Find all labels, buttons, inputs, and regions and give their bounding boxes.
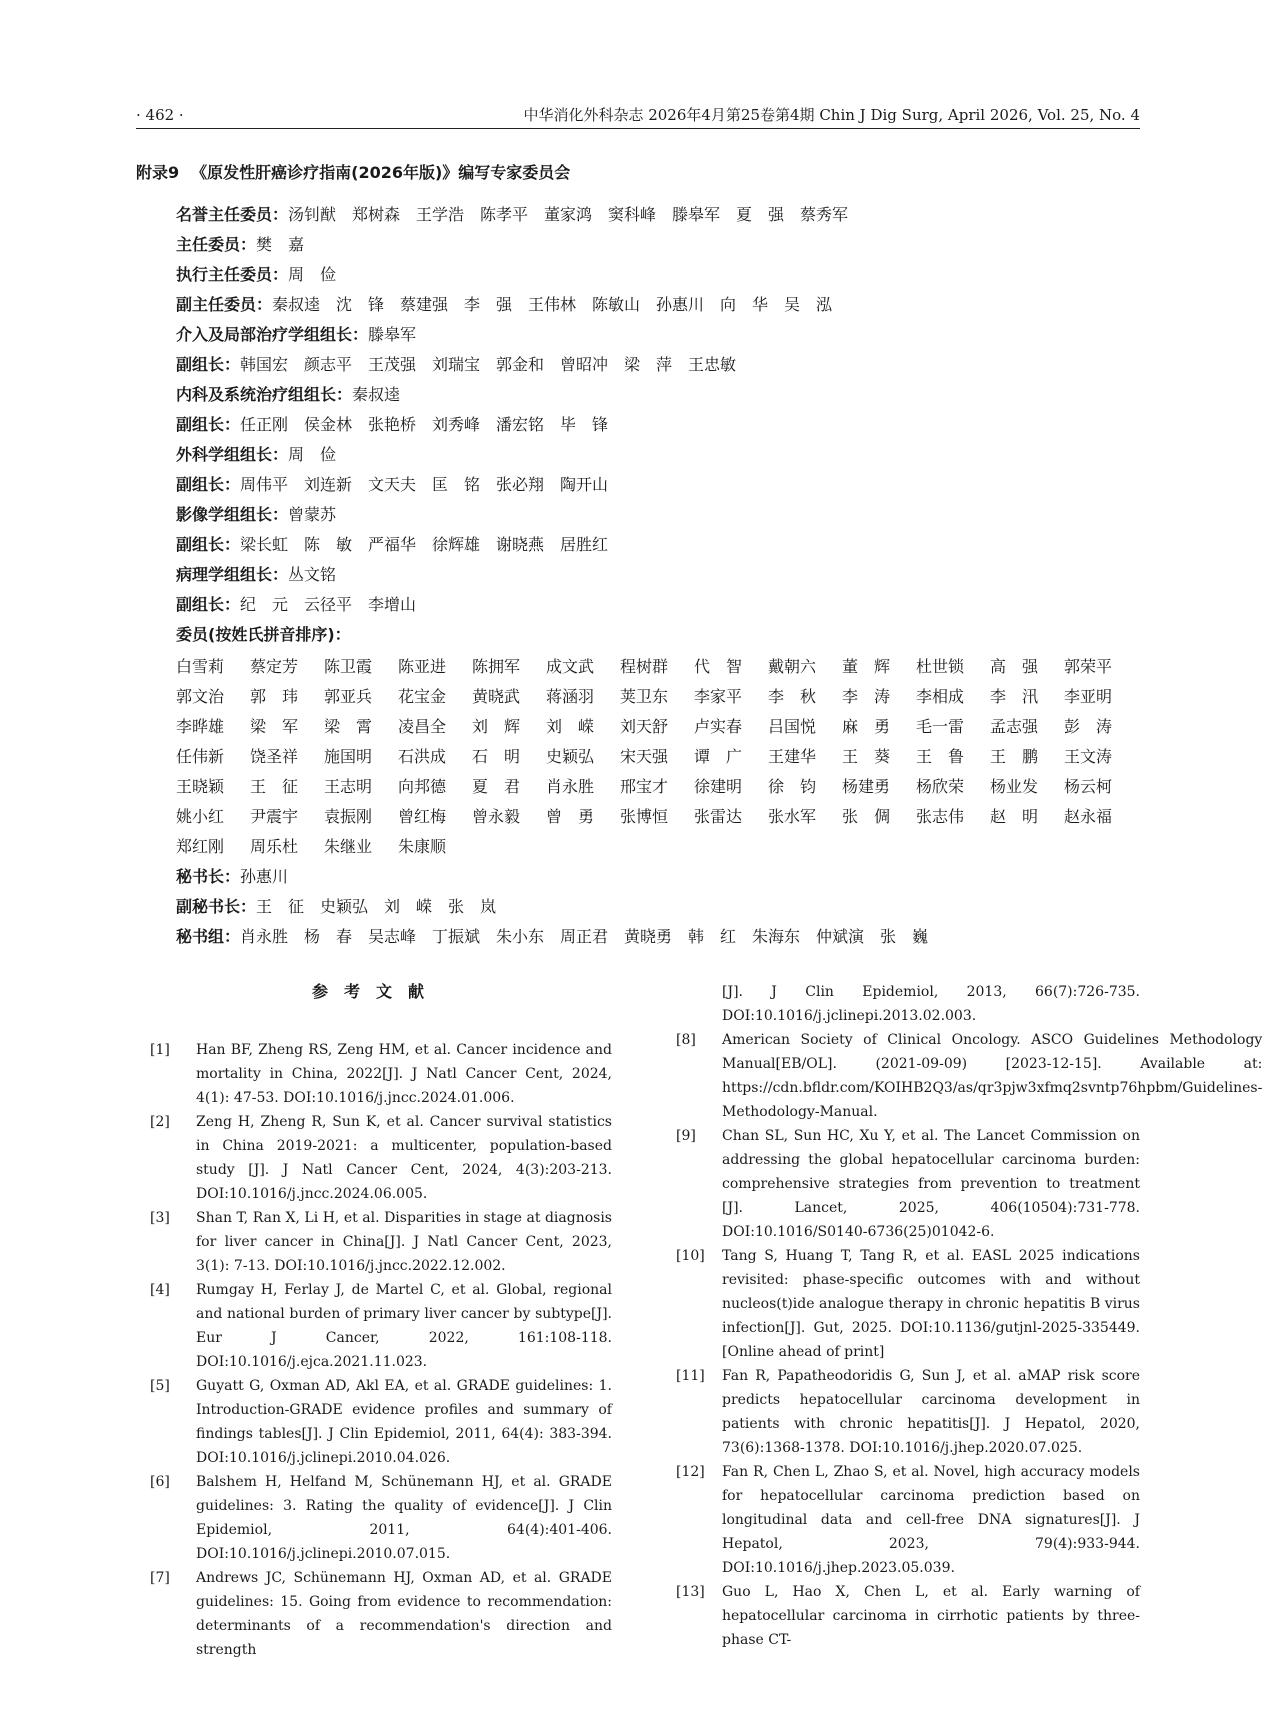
- member-row: [176, 832, 1146, 862]
- reference-text: Andrews JC, Schünemann HJ, Oxman AD, et al. GRADE guidelines: 15. Going from evidence to recommendation: determinants of a recommendation's direction and strength: [196, 1570, 612, 1658]
- member-grid: [176, 652, 1146, 862]
- reference-number: [5]: [150, 1378, 170, 1394]
- role-names: 周 俭: [288, 445, 337, 464]
- reference-text: Han BF, Zheng RS, Zeng HM, et al. Cancer incidence and mortality in China, 2022[J]. J Natl Cancer Cent, 2024, 4(1): 47-53. DOI:10.1016/j.jncc.2024.01.006.: [196, 1042, 612, 1106]
- member-name: 郭荣平: [1064, 657, 1113, 676]
- role-names: 梁长虹 陈 敏 严福华 徐辉雄 谢晓燕 居胜红: [240, 535, 609, 554]
- role-label: 副组长：: [176, 535, 241, 554]
- member-name: 曾 勇: [546, 807, 595, 826]
- member-name: 吕国悦: [768, 717, 817, 736]
- member-name: 肖永胜: [546, 777, 595, 796]
- member-name: 杨欣荣: [916, 777, 965, 796]
- committee-role-row: [176, 380, 1146, 410]
- member-row: [176, 652, 1146, 682]
- member-name: 高 强: [990, 657, 1039, 676]
- member-name: 郭文治: [176, 687, 225, 706]
- reference-text: Fan R, Chen L, Zhao S, et al. Novel, high accuracy models for hepatocellular carcinoma prediction based on longitudinal data and cell-free DNA signatures[J]. J Hepatol, 2023, 79(4):933-944. DOI:10.1016/j.jhep.2023.05.039.: [722, 1464, 1140, 1576]
- reference-item: [676, 1244, 1140, 1364]
- member-name: 谭 广: [694, 747, 743, 766]
- member-name: 董 辉: [842, 657, 891, 676]
- journal-citation: 中华消化外科杂志 2026年4月第25卷第4期 Chin J Dig Surg, April 2026, Vol. 25, No. 4: [523, 106, 1140, 124]
- member-name: 王文涛: [1064, 747, 1113, 766]
- references-left-column: [150, 1038, 612, 1662]
- member-name: 陈拥军: [472, 657, 521, 676]
- member-name: 毛一雷: [916, 717, 965, 736]
- role-names: 周 俭: [288, 265, 337, 284]
- member-name: 石 明: [472, 747, 521, 766]
- member-name: 王 征: [250, 777, 299, 796]
- member-name: 梁 霄: [324, 717, 373, 736]
- member-name: 王 葵: [842, 747, 891, 766]
- running-header: [136, 104, 1140, 129]
- member-name: 戴朝六: [768, 657, 817, 676]
- reference-number: [8]: [676, 1032, 696, 1048]
- member-name: 花宝金: [398, 687, 447, 706]
- member-name: 饶圣祥: [250, 747, 299, 766]
- reference-item: [150, 1206, 612, 1278]
- role-label: 委员(按姓氏拼音排序)：: [176, 625, 351, 644]
- member-name: 张志伟: [916, 807, 965, 826]
- member-name: 杜世锁: [916, 657, 965, 676]
- committee-role-row: [176, 440, 1146, 470]
- role-names: 纪 元 云径平 李增山: [240, 595, 417, 614]
- member-name: 刘 辉: [472, 717, 521, 736]
- member-row: [176, 802, 1146, 832]
- member-name: 李 涛: [842, 687, 891, 706]
- member-name: 陈亚进: [398, 657, 447, 676]
- member-row: [176, 712, 1146, 742]
- member-name: 杨云柯: [1064, 777, 1113, 796]
- role-label: 副主任委员：: [176, 295, 273, 314]
- member-name: 卢实春: [694, 717, 743, 736]
- reference-text: Tang S, Huang T, Tang R, et al. EASL 2025 indications revisited: phase-specific outcomes with and without nucleos(t)ide analogue therapy in chronic hepatitis B virus infection[J]. Gut, 2025. DOI:10.1136/gutjnl-2025-335449. [Online ahead of print]: [722, 1248, 1140, 1360]
- member-name: 史颖弘: [546, 747, 595, 766]
- references-heading: 参考文献: [311, 982, 440, 1001]
- member-name: 郑红刚: [176, 837, 225, 856]
- member-name: 刘 嵘: [546, 717, 595, 736]
- reference-item: [676, 1460, 1140, 1580]
- member-name: 张水军: [768, 807, 817, 826]
- member-name: 李家平: [694, 687, 743, 706]
- member-name: 王晓颖: [176, 777, 225, 796]
- reference-number: [6]: [150, 1474, 170, 1490]
- reference-number: [13]: [676, 1584, 705, 1600]
- committee-role-row: [176, 620, 1146, 650]
- reference-text: Chan SL, Sun HC, Xu Y, et al. The Lancet Commission on addressing the global hepatocellular carcinoma burden: comprehensive strategies from prevention to treatment [J]. Lancet, 2025, 406(10504):731-778. DOI:10.1016/S0140-6736(25)01042-6.: [722, 1128, 1140, 1240]
- role-names: 周伟平 刘连新 文天夫 匡 铭 张必翔 陶开山: [240, 475, 609, 494]
- member-name: 曾永毅: [472, 807, 521, 826]
- committee-role-row: [176, 892, 1146, 922]
- reference-text: Shan T, Ran X, Li H, et al. Disparities in stage at diagnosis for liver cancer in China[J]. J Natl Cancer Cent, 2023, 3(1): 7-13. DOI:10.1016/j.jncc.2022.12.002.: [196, 1210, 612, 1274]
- member-row: [176, 682, 1146, 712]
- reference-number: [7]: [150, 1570, 170, 1586]
- member-name: 蒋涵羽: [546, 687, 595, 706]
- member-name: 王志明: [324, 777, 373, 796]
- reference-text: Rumgay H, Ferlay J, de Martel C, et al. Global, regional and national burden of primary liver cancer by subtype[J]. Eur J Cancer, 2022, 161:108-118. DOI:10.1016/j.ejca.2021.11.023.: [196, 1282, 612, 1370]
- member-name: 向邦德: [398, 777, 447, 796]
- member-name: 杨业发: [990, 777, 1039, 796]
- role-names: 丛文铭: [288, 565, 337, 584]
- committee-role-row: [176, 500, 1146, 530]
- member-name: 王 鹏: [990, 747, 1039, 766]
- role-label: 秘书长：: [176, 867, 241, 886]
- reference-number: [9]: [676, 1128, 696, 1144]
- committee-role-row: [176, 470, 1146, 500]
- role-names: 韩国宏 颜志平 王茂强 刘瑞宝 郭金和 曾昭冲 梁 萍 王忠敏: [240, 355, 737, 374]
- role-label: 名誉主任委员：: [176, 205, 289, 224]
- member-name: 陈卫霞: [324, 657, 373, 676]
- member-name: 徐建明: [694, 777, 743, 796]
- member-name: 李亚明: [1064, 687, 1113, 706]
- reference-item: [150, 1374, 612, 1470]
- member-name: 曾红梅: [398, 807, 447, 826]
- reference-item: [676, 1028, 1263, 1124]
- member-name: 李 秋: [768, 687, 817, 706]
- member-name: 郭亚兵: [324, 687, 373, 706]
- reference-number: [10]: [676, 1248, 705, 1264]
- page-number: · 462 ·: [136, 106, 184, 124]
- role-label: 外科学组组长：: [176, 445, 289, 464]
- member-name: 姚小红: [176, 807, 225, 826]
- member-name: 朱康顺: [398, 837, 447, 856]
- member-name: 张 倜: [842, 807, 891, 826]
- member-name: 彭 涛: [1064, 717, 1113, 736]
- role-names: 王 征 史颖弘 刘 嵘 张 岚: [256, 897, 497, 916]
- member-name: 麻 勇: [842, 717, 891, 736]
- member-name: 程树群: [620, 657, 669, 676]
- member-name: 郭 玮: [250, 687, 299, 706]
- member-name: 尹震宇: [250, 807, 299, 826]
- role-label: 副秘书长：: [176, 897, 257, 916]
- member-name: 李相成: [916, 687, 965, 706]
- role-label: 副组长：: [176, 415, 241, 434]
- role-label: 副组长：: [176, 355, 241, 374]
- appendix-label: 附录9: [136, 163, 180, 182]
- member-name: 李 汛: [990, 687, 1039, 706]
- committee-role-row: [176, 410, 1146, 440]
- member-name: 荚卫东: [620, 687, 669, 706]
- reference-number: [12]: [676, 1464, 705, 1480]
- reference-number: [2]: [150, 1114, 170, 1130]
- member-name: 代 智: [694, 657, 743, 676]
- role-names: 孙惠川: [240, 867, 289, 886]
- reference-text: Zeng H, Zheng R, Sun K, et al. Cancer survival statistics in China 2019-2021: a multicenter, population-based study [J]. J Natl Cancer Cent, 2024, 4(3):203-213. DOI:10.1016/j.jncc.2024.06.005.: [196, 1114, 612, 1202]
- role-label: 副组长：: [176, 595, 241, 614]
- role-names: 肖永胜 杨 春 吴志峰 丁振斌 朱小东 周正君 黄晓勇 韩 红 朱海东 仲斌演 张 巍: [240, 927, 929, 946]
- member-name: 宋天强: [620, 747, 669, 766]
- committee-role-row: [176, 200, 1146, 230]
- reference-number: [11]: [676, 1368, 705, 1384]
- committee-role-row: [176, 560, 1146, 590]
- member-name: 孟志强: [990, 717, 1039, 736]
- member-name: 王建华: [768, 747, 817, 766]
- role-names: 秦叔逵 沈 锋 蔡建强 李 强 王伟林 陈敏山 孙惠川 向 华 吴 泓: [272, 295, 833, 314]
- reference-item: [676, 1580, 1140, 1652]
- reference-item: [150, 1278, 612, 1374]
- member-name: 凌昌全: [398, 717, 447, 736]
- reference-text: Guo L, Hao X, Chen L, et al. Early warning of hepatocellular carcinoma in cirrhotic patients by three-phase CT-: [722, 1584, 1140, 1648]
- member-name: 周乐杜: [250, 837, 299, 856]
- member-name: 张博恒: [620, 807, 669, 826]
- member-name: 梁 军: [250, 717, 299, 736]
- reference-text: American Society of Clinical Oncology. ASCO Guidelines Methodology Manual[EB/OL]. (2021-09-09) [2023-12-15]. Available at: https://cdn.bfldr.com/KOIHB2Q3/as/qr3pjw3xfmq2svntp76hpbm/Guidelines-Methodology-Manual.: [722, 1032, 1263, 1120]
- reference-item: [676, 1364, 1140, 1460]
- member-name: 袁振刚: [324, 807, 373, 826]
- role-label: 介入及局部治疗学组组长：: [176, 325, 369, 344]
- member-name: 石洪成: [398, 747, 447, 766]
- reference-item: [150, 1470, 612, 1566]
- role-label: 病理学组组长：: [176, 565, 289, 584]
- role-label: 影像学组组长：: [176, 505, 289, 524]
- member-name: 施国明: [324, 747, 373, 766]
- committee-list: [176, 200, 1146, 952]
- member-name: 杨建勇: [842, 777, 891, 796]
- member-name: 黄晓武: [472, 687, 521, 706]
- committee-role-row: [176, 320, 1146, 350]
- role-names: 任正刚 侯金林 张艳桥 刘秀峰 潘宏铭 毕 锋: [240, 415, 609, 434]
- member-name: 王 鲁: [916, 747, 965, 766]
- role-names: 汤钊猷 郑树森 王学浩 陈孝平 董家鸿 窦科峰 滕皋军 夏 强 蔡秀军: [288, 205, 849, 224]
- reference-item: [150, 1566, 612, 1662]
- committee-role-row: [176, 230, 1146, 260]
- reference-item: [150, 1038, 612, 1110]
- member-row: [176, 772, 1146, 802]
- role-label: 执行主任委员：: [176, 265, 289, 284]
- committee-role-row: [176, 290, 1146, 320]
- committee-role-row: [176, 862, 1146, 892]
- committee-role-row: [176, 530, 1146, 560]
- reference-number: [3]: [150, 1210, 170, 1226]
- member-name: 赵永福: [1064, 807, 1113, 826]
- role-names: 曾蒙苏: [288, 505, 337, 524]
- appendix-title: 《原发性肝癌诊疗指南(2026年版)》编写专家委员会: [191, 163, 571, 182]
- member-name: 白雪莉: [176, 657, 225, 676]
- committee-role-row: [176, 590, 1146, 620]
- member-name: 刘天舒: [620, 717, 669, 736]
- member-name: 任伟新: [176, 747, 225, 766]
- role-label: 内科及系统治疗组组长：: [176, 385, 353, 404]
- reference-continuation: [J]. J Clin Epidemiol, 2013, 66(7):726-735. DOI:10.1016/j.jclinepi.2013.02.003.: [722, 984, 1140, 1024]
- reference-item: [150, 1110, 612, 1206]
- member-name: 成文武: [546, 657, 595, 676]
- member-name: 徐 钧: [768, 777, 817, 796]
- member-name: 张雷达: [694, 807, 743, 826]
- reference-number: [4]: [150, 1282, 170, 1298]
- member-row: [176, 742, 1146, 772]
- references-right-column: [676, 980, 1263, 1652]
- role-names: 滕皋军: [368, 325, 417, 344]
- role-names: 秦叔逵: [352, 385, 401, 404]
- reference-text: Balshem H, Helfand M, Schünemann HJ, et al. GRADE guidelines: 3. Rating the quality of evidence[J]. J Clin Epidemiol, 2011, 64(4):401-406. DOI:10.1016/j.jclinepi.2010.07.015.: [196, 1474, 612, 1562]
- member-name: 邢宝才: [620, 777, 669, 796]
- role-label: 副组长：: [176, 475, 241, 494]
- reference-text: Guyatt G, Oxman AD, Akl EA, et al. GRADE guidelines: 1. Introduction-GRADE evidence profiles and summary of findings tables[J]. J Clin Epidemiol, 2011, 64(4): 383-394. DOI:10.1016/j.jclinepi.2010.04.026.: [196, 1378, 612, 1466]
- member-name: 赵 明: [990, 807, 1039, 826]
- role-names: 樊 嘉: [256, 235, 305, 254]
- reference-item: [676, 1124, 1140, 1244]
- member-name: 夏 君: [472, 777, 521, 796]
- member-name: 朱继业: [324, 837, 373, 856]
- appendix-heading: [136, 162, 570, 184]
- committee-role-row: [176, 350, 1146, 380]
- role-label: 秘书组：: [176, 927, 241, 946]
- committee-role-row: [176, 260, 1146, 290]
- member-name: 李晔雄: [176, 717, 225, 736]
- committee-role-row: [176, 922, 1146, 952]
- reference-text: Fan R, Papatheodoridis G, Sun J, et al. aMAP risk score predicts hepatocellular carcinoma development in patients with chronic hepatitis[J]. J Hepatol, 2020, 73(6):1368-1378. DOI:10.1016/j.jhep.2020.07.025.: [722, 1368, 1140, 1456]
- role-label: 主任委员：: [176, 235, 257, 254]
- member-name: 蔡定芳: [250, 657, 299, 676]
- reference-number: [1]: [150, 1042, 170, 1058]
